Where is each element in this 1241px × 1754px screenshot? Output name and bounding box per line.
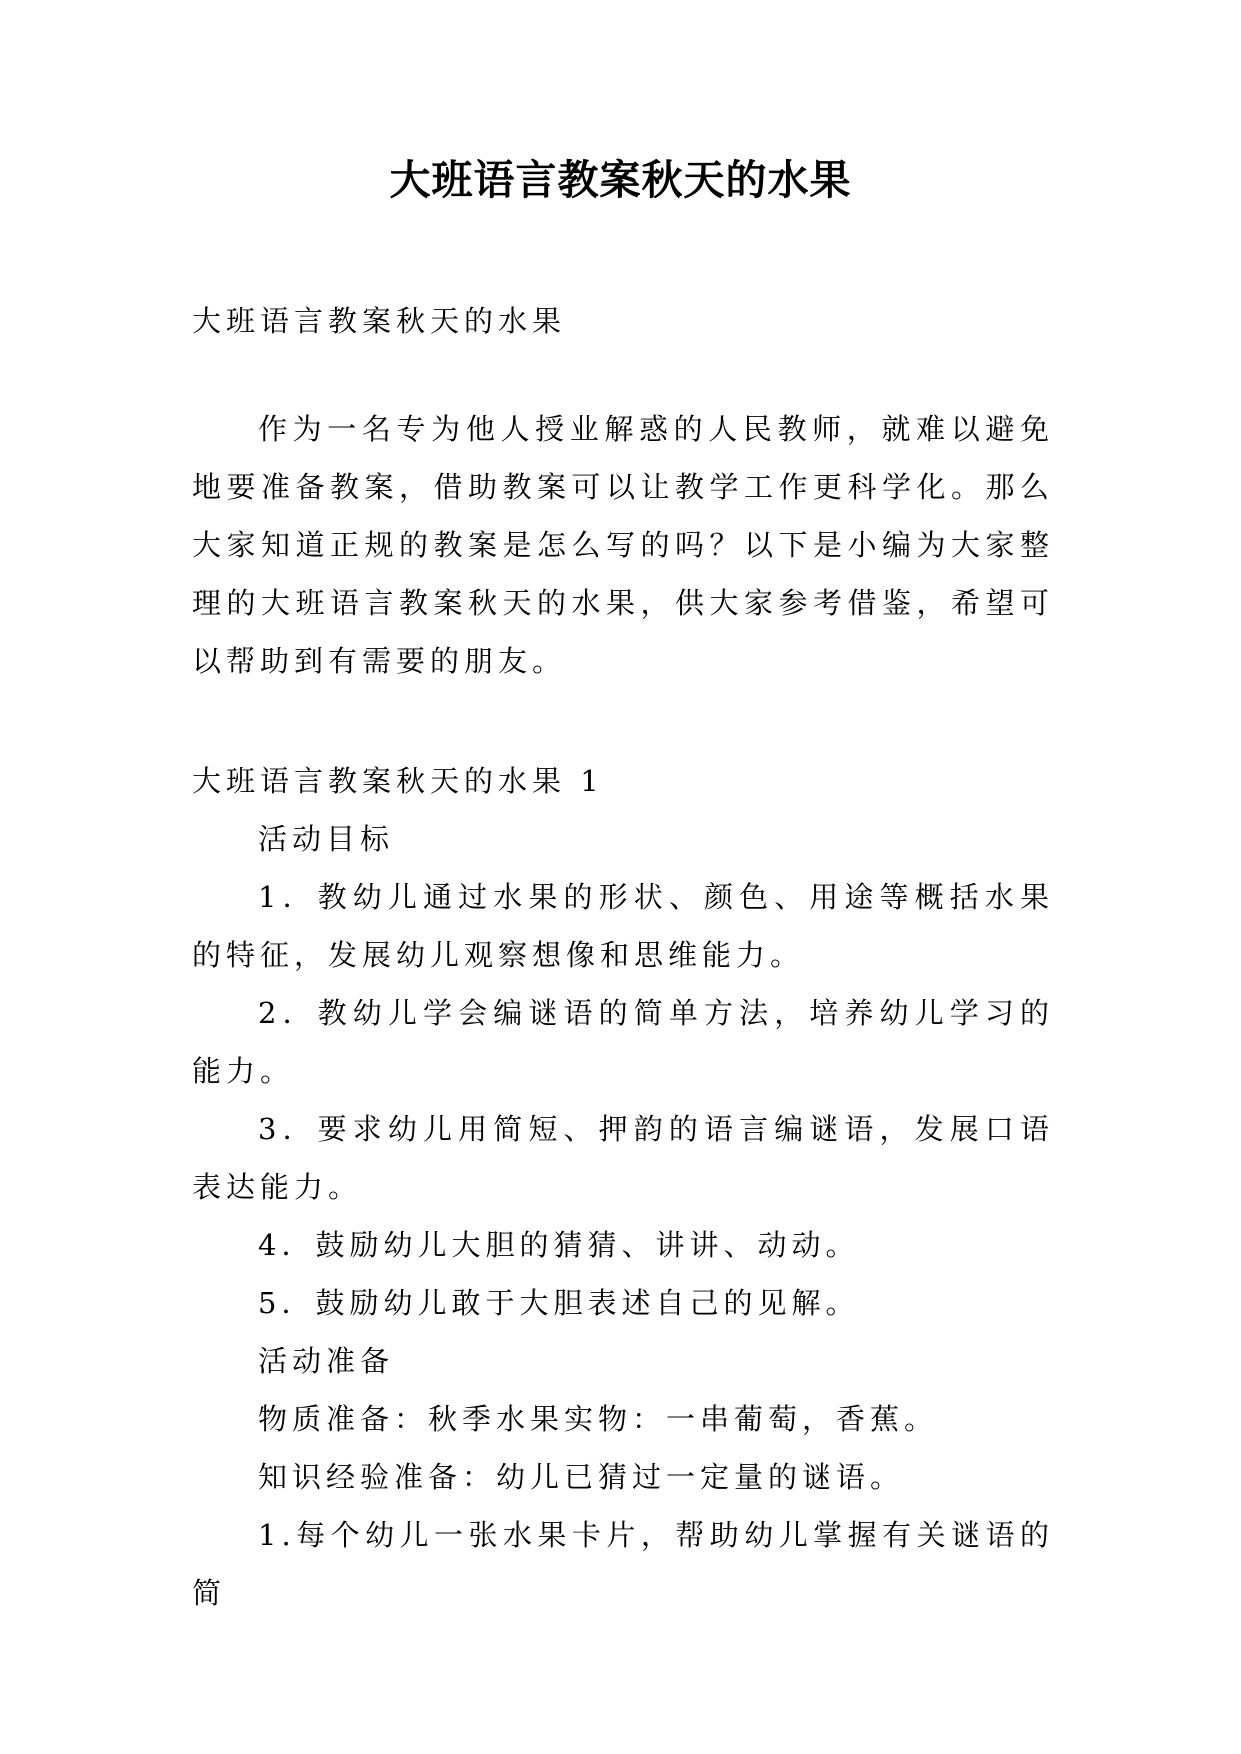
prep-knowledge: 知识经验准备：幼儿已猜过一定量的谜语。: [258, 1460, 905, 1494]
section-heading: 大班语言教案秋天的水果 1: [192, 764, 604, 798]
goal-item-3: 3．要求幼儿用简短、押韵的语言编谜语，发展口语表达能力。: [192, 1112, 1054, 1204]
prep-material: 物质准备：秋季水果实物：一串葡萄，香蕉。: [258, 1402, 939, 1436]
goal-item-5: 5．鼓励幼儿敢于大胆表述自己的见解。: [258, 1286, 860, 1320]
document-title: 大班语言教案秋天的水果: [389, 156, 852, 204]
section-1: [192, 752, 1054, 1622]
prep-heading: 活动准备: [258, 1344, 395, 1378]
intro-block: [192, 400, 1054, 690]
document-subtitle: 大班语言教案秋天的水果: [192, 304, 567, 338]
subtitle-block: [192, 292, 1054, 350]
prep-item-1: 1.每个幼儿一张水果卡片，帮助幼儿掌握有关谜语的简: [192, 1518, 1054, 1610]
goal-item-1: 1．教幼儿通过水果的形状、颜色、用途等概括水果的特征，发展幼儿观察想像和思维能力。: [192, 880, 1054, 972]
goal-item-4: 4．鼓励幼儿大胆的猜猜、讲讲、动动。: [258, 1228, 860, 1262]
goal-item-2: 2．教幼儿学会编谜语的简单方法，培养幼儿学习的能力。: [192, 996, 1054, 1088]
goals-heading: 活动目标: [258, 822, 395, 856]
intro-paragraph: 作为一名专为他人授业解惑的人民教师，就难以避免地要准备教案，借助教案可以让教学工作更科学化。那么大家知道正规的教案是怎么写的吗？以下是小编为大家整理的大班语言教案秋天的水果，供大家参考借鉴，希望可以帮助到有需要的朋友。: [192, 412, 1054, 678]
